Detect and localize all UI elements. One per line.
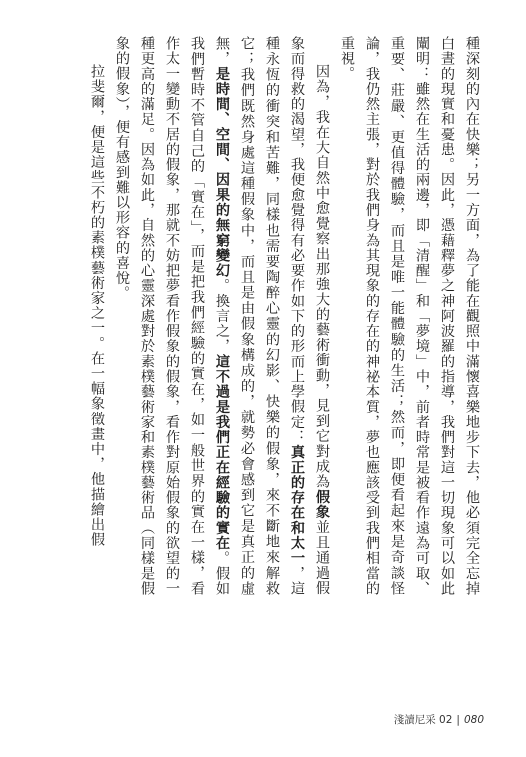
text-run: 拉斐爾，便是這些不朽的素樸藝術家之一。在一幅象徵畫中，他描繪出假 xyxy=(89,64,105,548)
text-run: 。假如我們暫時不管自己的「實在」，而是把我們經驗的實在，如一般世界的實在一樣，看作太一變動不居的假象，那就不妨把夢看作假象的假象，看作對原始假象的欲望的一種更高的滿足。因為如此，自然的心靈深處對於素樸藝術家和素樸藝術品（同樣是假象的假象），便有感到難以形容的喜悅。 xyxy=(114,36,230,597)
text-run: 因為，我在大自然中愈覺察出那強大的藝術衝動，見到它對成為 xyxy=(314,64,330,490)
page-footer xyxy=(394,712,484,727)
paragraph xyxy=(84,36,109,596)
text-run: 並且通過假象而得救的渴望，我便愈覺得有必要作如下的形而上學假定： xyxy=(289,36,330,597)
paragraph xyxy=(334,36,484,596)
bold-text-run: 假象 xyxy=(314,489,330,521)
text-run: 種深刻的內在快樂；另一方面，為了能在觀照中滿懷喜樂地步下去，他必須完全忘掉白晝的現實和憂患。因此，憑藉釋夢之神阿波羅的指導，我們對這一切現象可以如此闡明：雖然在生活的兩邊，即「清醒」和「夢境」中，前者時常是被看作遠為可取、重要、莊嚴、更值得體驗，而且是唯一能體驗的生活；然而，即便看起來是奇談怪論，我仍然主張，對於我們身為其現象的存在的神祕本質，夢也應該受到我們相當的重視。 xyxy=(339,36,480,596)
bold-text-run: 真正的存在和太一 xyxy=(289,444,305,566)
footer-separator: | xyxy=(456,714,460,726)
body-text xyxy=(84,36,484,596)
bold-text-run: 這不過是我們正在經驗的實在 xyxy=(214,353,230,551)
bold-text-run: 是時間、空間、因果的無窮變幻 xyxy=(214,66,230,279)
paragraph xyxy=(109,36,334,596)
text-run: ，這種永恆的衝突和苦難，同樣也需要陶醉心靈的幻影、快樂的假象，來不斷地來解救它；我們既然身處這種假象中，而且是由假象構成的，就勢必會感到它是真正的虛無， xyxy=(214,36,305,597)
page-number: 080 xyxy=(463,714,484,726)
text-run: 。換言之， xyxy=(214,278,230,354)
book-series-title: 淺讀尼采 02 xyxy=(393,714,453,726)
